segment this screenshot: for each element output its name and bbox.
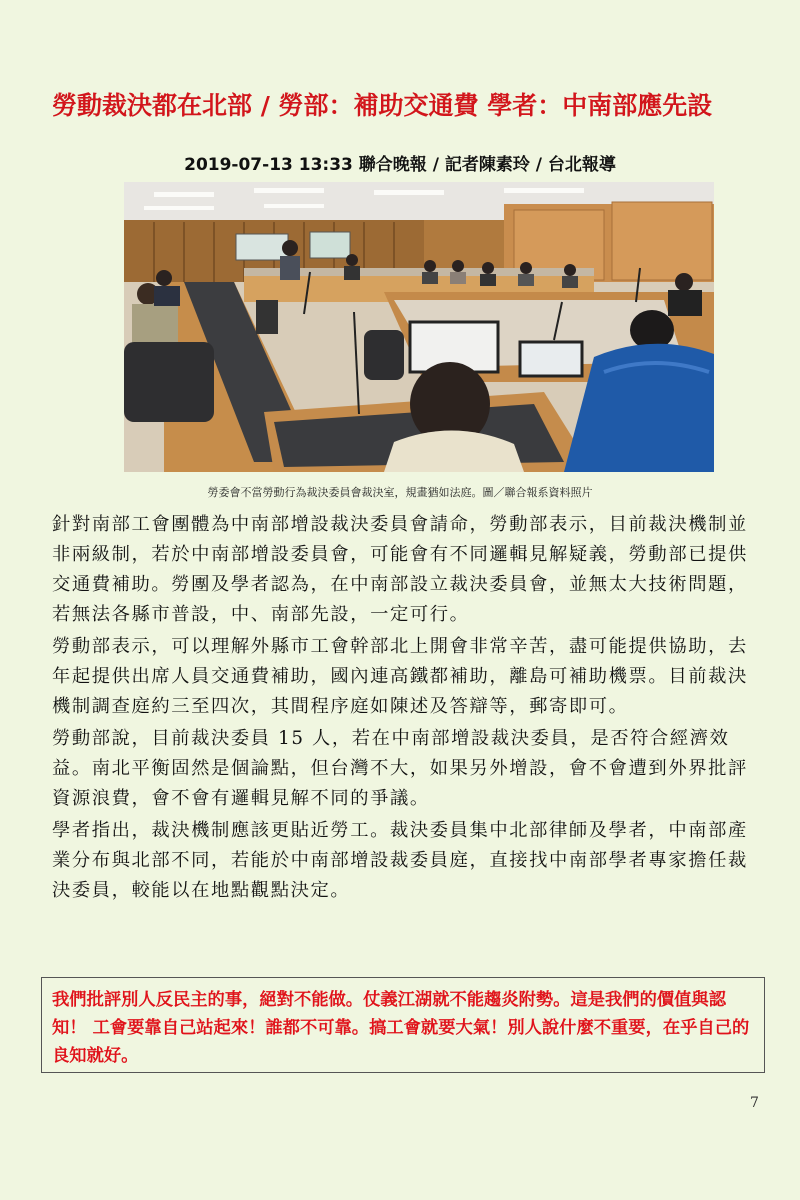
headline: 勞動裁決都在北部 / 勞部：補助交通費 學者：中南部應先設 — [52, 91, 713, 120]
article-paragraph: 勞動部說，目前裁決委員 15 人，若在中南部增設裁決委員，是否符合經濟效益。南北平衡固然是個論點，但台灣不大，如果另外增設，會不會遭到外界批評資源浪費，會不會有邏輯見解不同的爭議。 — [52, 728, 748, 809]
page-number: 7 — [750, 1095, 759, 1111]
article-paragraph: 勞動部表示，可以理解外縣市工會幹部北上開會非常辛苦，盡可能提供協助，去年起提供出席人員交通費補助，國內連高鐵都補助，離島可補助機票。目前裁決機制調查庭約三至四次，其間程序庭如陳述及答辯等，郵寄即可。 — [52, 636, 748, 717]
meeting-room-photo — [124, 182, 714, 472]
article-paragraph: 針對南部工會團體為中南部增設裁決委員會請命，勞動部表示，目前裁決機制並非兩級制，若於中南部增設委員會，可能會有不同邏輯見解疑義，勞動部已提供交通費補助。勞團及學者認為，在中南部設立裁決委員會，並無太大技術問題，若無法各縣市普設，中、南部先設，一定可行。 — [52, 514, 748, 625]
article-paragraph: 學者指出，裁決機制應該更貼近勞工。裁決委員集中北部律師及學者，中南部產業分布與北部不同，若能於中南部增設裁委員庭，直接找中南部學者專家擔任裁決委員，較能以在地點觀點決定。 — [52, 820, 748, 901]
article-body — [52, 510, 762, 908]
photo-caption: 勞委會不當勞動行為裁決委員會裁決室，規畫猶如法庭。圖／聯合報系資料照片 — [207, 486, 593, 499]
meeting-room-illustration — [124, 182, 714, 472]
callout-box: 我們批評別人反民主的事，絕對不能做。仗義江湖就不能趨炎附勢。這是我們的價值與認知！ 工會要靠自己站起來！誰都不可靠。搞工會就要大氣！別人說什麼不重要，在乎自己的良知就好。 — [41, 977, 765, 1073]
byline: 2019-07-13 13:33 聯合晚報 / 記者陳素玲 / 台北報導 — [184, 155, 616, 175]
